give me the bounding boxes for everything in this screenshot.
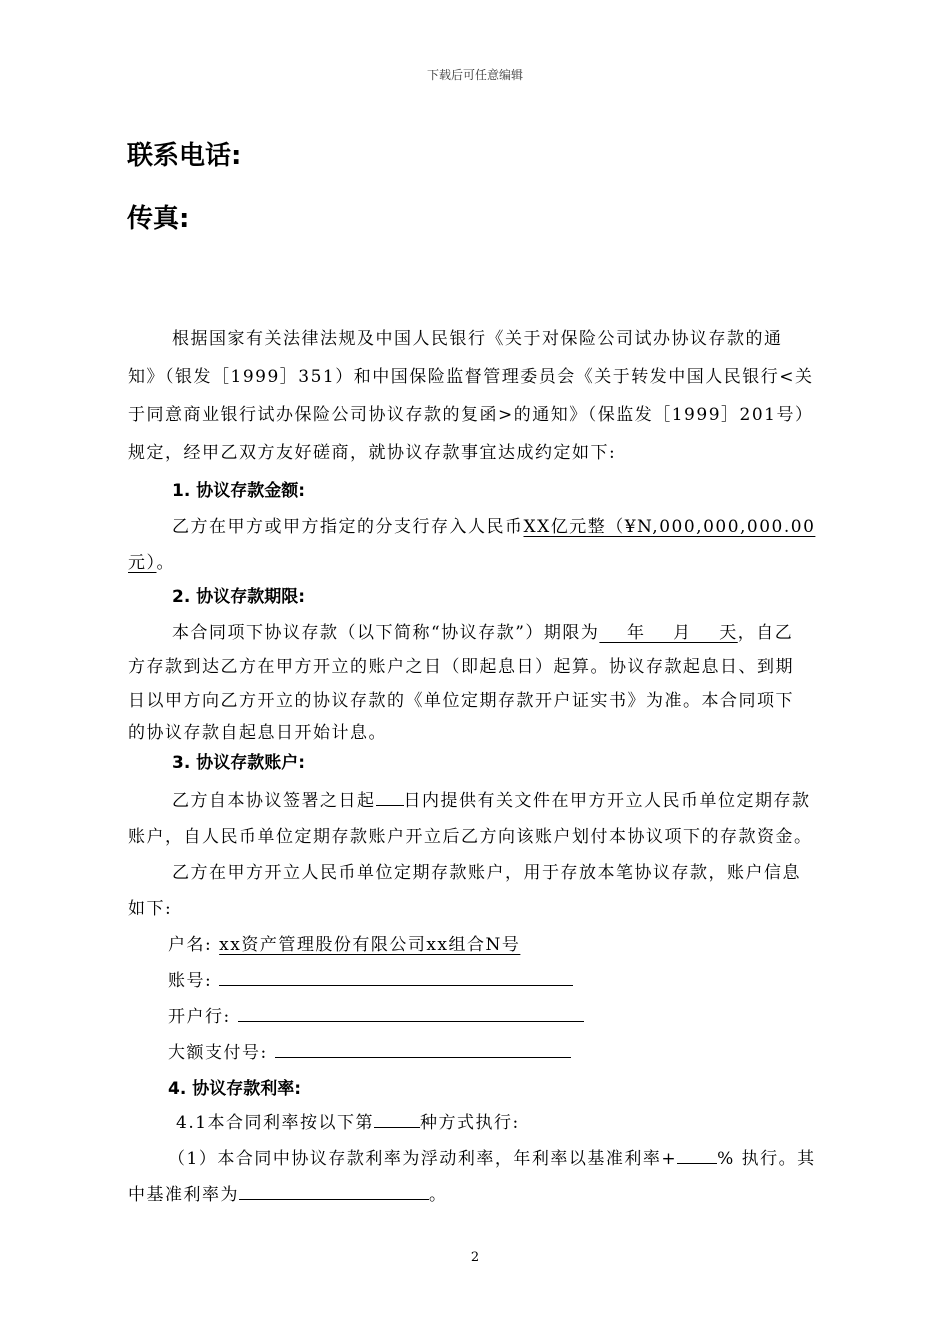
s3-line-4: 如下: xyxy=(128,899,173,919)
s4-rate-text: （1）本合同中协议存款利率为浮动利率，年利率以基准利率+ xyxy=(168,1149,678,1169)
section-4-title: 4. 协议存款利率: xyxy=(168,1079,302,1099)
s3-line-1 xyxy=(172,786,811,811)
days-blank xyxy=(376,787,404,806)
s1-period: 。 xyxy=(156,553,175,573)
s4-line-2 xyxy=(168,1144,816,1169)
section-2-title: 2. 协议存款期限: xyxy=(172,587,306,607)
s4-text: 4.1本合同利率按以下第 xyxy=(176,1113,375,1133)
base-rate-blank xyxy=(239,1181,429,1200)
s1-text: 乙方在甲方或甲方指定的分支行存入人民币 xyxy=(172,517,524,537)
s2-line-4: 的协议存款自起息日开始计息。 xyxy=(128,723,387,743)
method-blank xyxy=(374,1109,420,1128)
payment-no-blank xyxy=(275,1039,571,1058)
account-name-row xyxy=(168,930,520,955)
account-no-row xyxy=(168,966,573,991)
deposit-amount-end: 元） xyxy=(128,553,157,573)
bank-blank xyxy=(238,1003,584,1022)
s1-line-2 xyxy=(128,548,175,573)
account-name-value: xx资产管理股份有限公司xx组合N号 xyxy=(219,935,521,955)
s1-line-1 xyxy=(172,512,815,537)
base-rate-period: 。 xyxy=(429,1185,448,1205)
payment-no-row xyxy=(168,1038,571,1063)
page-number: 2 xyxy=(470,1250,480,1265)
s2-text-post: ，自乙 xyxy=(737,623,794,643)
intro-line-2: 知》（银发［1999］351）和中国保险监督管理委员会《关于转发中国人民银行<关 xyxy=(128,367,814,387)
s3-text: 乙方自本协议签署之日起 xyxy=(172,791,376,811)
payment-no-label: 大额支付号: xyxy=(168,1043,268,1063)
account-no-label: 账号: xyxy=(168,971,213,991)
intro-line-4: 规定，经甲乙双方友好磋商，就协议存款事宜达成约定如下: xyxy=(128,443,617,463)
fax-label: 传真: xyxy=(127,204,190,234)
account-no-blank xyxy=(219,967,573,986)
s4-text-post: 种方式执行: xyxy=(420,1113,520,1133)
bank-row xyxy=(168,1002,584,1027)
rate-blank xyxy=(677,1145,717,1164)
s3-line-3: 乙方在甲方开立人民币单位定期存款账户，用于存放本笔协议存款，账户信息 xyxy=(172,863,801,883)
section-3-title: 3. 协议存款账户: xyxy=(172,753,306,773)
s2-line-1 xyxy=(172,618,793,643)
bank-label: 开户行: xyxy=(168,1007,231,1027)
s4-line-1 xyxy=(176,1108,520,1133)
s4-rate-text-post: % 执行。其 xyxy=(717,1149,816,1169)
s3-line-2: 账户，自人民币单位定期存款账户开立后乙方向该账户划付本协议项下的存款资金。 xyxy=(128,827,813,847)
s2-text: 本合同项下协议存款（以下简称“协议存款”）期限为 xyxy=(172,623,600,643)
s2-line-2: 方存款到达乙方在甲方开立的账户之日（即起息日）起算。协议存款起息日、到期 xyxy=(128,657,794,677)
section-1-title: 1. 协议存款金额: xyxy=(172,481,306,501)
phone-label: 联系电话: xyxy=(127,141,242,171)
s4-line-3 xyxy=(128,1180,448,1205)
intro-line-3: 于同意商业银行试办保险公司协议存款的复函>的通知》（保监发［1999］201号） xyxy=(128,405,814,425)
s2-line-3: 日以甲方向乙方开立的协议存款的《单位定期存款开户证实书》为准。本合同项下 xyxy=(128,691,794,711)
deposit-amount: XX亿元整（¥N,000,000,000.00 xyxy=(523,517,816,537)
term-field: 年 月 天 xyxy=(599,623,738,643)
s3-text-post: 日内提供有关文件在甲方开立人民币单位定期存款 xyxy=(403,791,811,811)
header-note: 下载后可任意编辑 xyxy=(426,68,523,82)
intro-line-1: 根据国家有关法律法规及中国人民银行《关于对保险公司试办协议存款的通 xyxy=(172,329,783,349)
account-name-label: 户名: xyxy=(168,935,213,955)
base-rate-text: 中基准利率为 xyxy=(128,1185,239,1205)
